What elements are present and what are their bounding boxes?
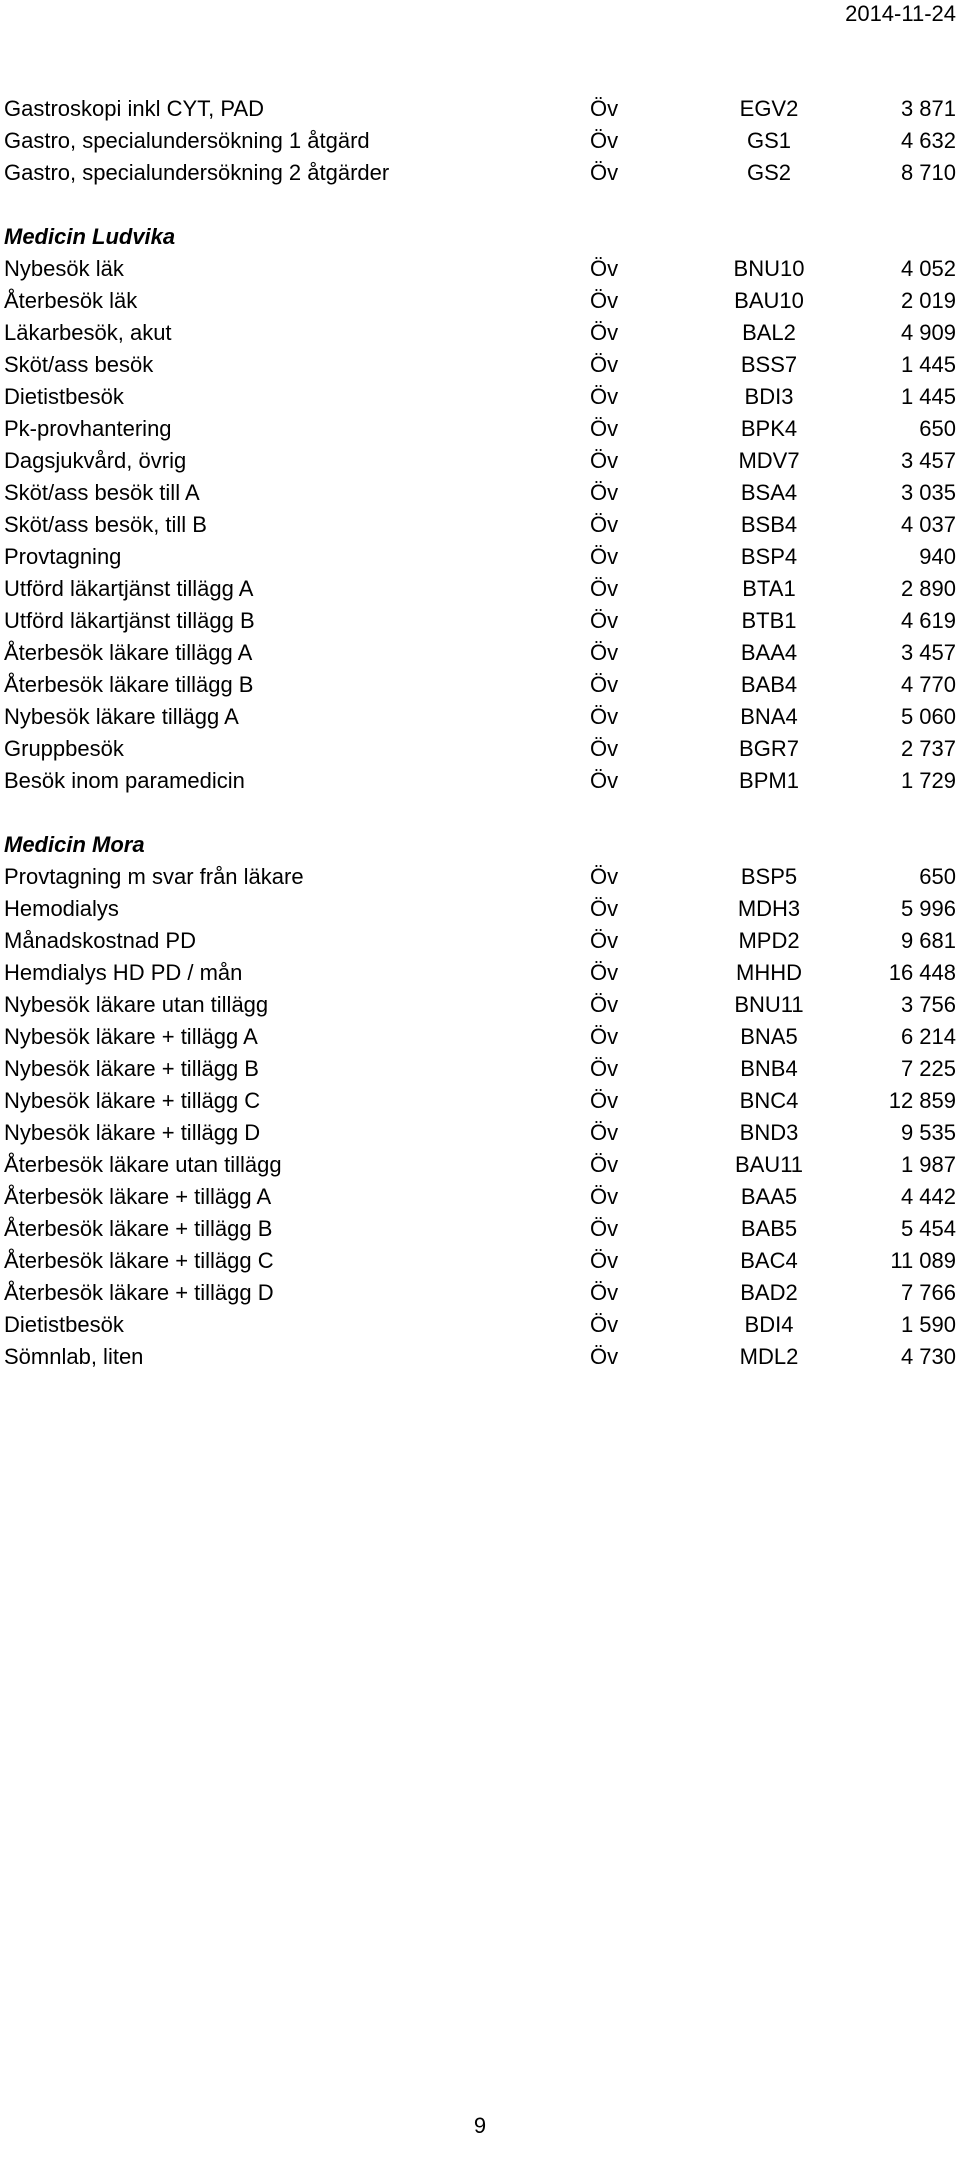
service-description: Månadskostnad PD	[4, 928, 196, 953]
section-title: Medicin Ludvika	[4, 224, 176, 249]
service-code: BSA4	[740, 480, 798, 505]
service-code: EGV2	[739, 96, 799, 121]
price-value: 4 909	[900, 320, 956, 345]
service-code: BAB5	[740, 1216, 798, 1241]
price-group	[4, 93, 956, 189]
service-description: Provtagning m svar från läkare	[4, 864, 304, 889]
price-row	[4, 1245, 956, 1277]
price-value: 5 060	[900, 704, 956, 729]
service-code: BSS7	[740, 352, 798, 377]
service-code: MPD2	[738, 928, 800, 953]
price-row	[4, 445, 956, 477]
care-type: Öv	[590, 288, 619, 313]
price-value: 4 052	[900, 256, 956, 281]
care-type: Öv	[590, 160, 619, 185]
price-row	[4, 125, 956, 157]
price-group	[4, 189, 956, 797]
service-description: Gastroskopi inkl CYT, PAD	[4, 96, 265, 121]
service-code: BAA5	[740, 1184, 798, 1209]
price-row	[4, 477, 956, 509]
service-description: Hemdialys HD PD / mån	[4, 960, 243, 985]
price-row	[4, 1213, 956, 1245]
service-code: BNA5	[740, 1024, 798, 1049]
price-value: 2 737	[900, 736, 956, 761]
price-value: 5 454	[900, 1216, 956, 1241]
service-description: Nybesök läkare utan tillägg	[4, 992, 269, 1017]
care-type: Öv	[590, 1120, 619, 1145]
service-description: Utförd läkartjänst tillägg B	[4, 608, 255, 633]
service-description: Provtagning	[4, 544, 122, 569]
service-code: MDV7	[738, 448, 800, 473]
price-row	[4, 1309, 956, 1341]
price-list	[4, 93, 956, 1373]
page-number: 9	[473, 2113, 487, 2138]
care-type: Öv	[590, 352, 619, 377]
care-type: Öv	[590, 1344, 619, 1369]
care-type: Öv	[590, 96, 619, 121]
service-code: BAD2	[740, 1280, 798, 1305]
section-title: Medicin Mora	[4, 832, 145, 857]
price-row	[4, 861, 956, 893]
price-value: 1 590	[900, 1312, 956, 1337]
service-code: MDH3	[737, 896, 801, 921]
service-description: Utförd läkartjänst tillägg A	[4, 576, 254, 601]
care-type: Öv	[590, 320, 619, 345]
service-description: Pk-provhantering	[4, 416, 172, 441]
service-code: BDI3	[744, 384, 794, 409]
service-description: Sköt/ass besök	[4, 352, 154, 377]
price-row	[4, 989, 956, 1021]
service-code: BNB4	[740, 1056, 798, 1081]
service-description: Dietistbesök	[4, 1312, 124, 1337]
price-value: 4 632	[900, 128, 956, 153]
care-type: Öv	[590, 1216, 619, 1241]
price-value: 3 871	[900, 96, 956, 121]
price-row	[4, 1149, 956, 1181]
price-row	[4, 285, 956, 317]
service-description: Dagsjukvård, övrig	[4, 448, 187, 473]
care-type: Öv	[590, 512, 619, 537]
service-code: BNA4	[740, 704, 798, 729]
service-code: BSP4	[740, 544, 798, 569]
price-value: 3 756	[900, 992, 956, 1017]
care-type: Öv	[590, 544, 619, 569]
service-code: BAL2	[742, 320, 796, 345]
service-description: Gruppbesök	[4, 736, 124, 761]
section-heading-row	[4, 221, 956, 253]
price-value: 2 019	[900, 288, 956, 313]
service-description: Återbesök läk	[4, 288, 138, 313]
price-row	[4, 765, 956, 797]
service-code: GS2	[746, 160, 792, 185]
price-value: 6 214	[900, 1024, 956, 1049]
price-value: 4 619	[900, 608, 956, 633]
price-value: 12 859	[888, 1088, 956, 1113]
price-value: 4 442	[900, 1184, 956, 1209]
service-code: BSB4	[740, 512, 798, 537]
service-description: Sköt/ass besök, till B	[4, 512, 207, 537]
price-row	[4, 317, 956, 349]
care-type: Öv	[590, 640, 619, 665]
price-value: 16 448	[888, 960, 956, 985]
service-code: BPK4	[740, 416, 798, 441]
price-row	[4, 1085, 956, 1117]
price-value: 3 457	[900, 640, 956, 665]
price-row	[4, 381, 956, 413]
service-description: Nybesök läkare + tillägg C	[4, 1088, 261, 1113]
price-row	[4, 93, 956, 125]
care-type: Öv	[590, 704, 619, 729]
price-row	[4, 1053, 956, 1085]
price-row	[4, 1341, 956, 1373]
price-row	[4, 1181, 956, 1213]
care-type: Öv	[590, 864, 619, 889]
price-value: 9 681	[900, 928, 956, 953]
service-description: Sköt/ass besök till A	[4, 480, 200, 505]
price-value: 1 729	[900, 768, 956, 793]
price-row	[4, 1021, 956, 1053]
service-code: BAB4	[740, 672, 798, 697]
care-type: Öv	[590, 1184, 619, 1209]
service-code: BSP5	[740, 864, 798, 889]
care-type: Öv	[590, 384, 619, 409]
service-description: Nybesök läkare + tillägg D	[4, 1120, 261, 1145]
price-row	[4, 893, 956, 925]
price-value: 1 445	[900, 352, 956, 377]
price-value: 11 089	[890, 1248, 956, 1273]
price-value: 650	[919, 864, 956, 889]
service-description: Läkarbesök, akut	[4, 320, 172, 345]
service-code: BTB1	[741, 608, 797, 633]
service-description: Återbesök läkare tillägg A	[4, 640, 253, 665]
price-row	[4, 957, 956, 989]
header-date: 2014-11-24	[845, 1, 956, 26]
service-code: BND3	[739, 1120, 799, 1145]
service-description: Återbesök läkare utan tillägg	[4, 1152, 282, 1177]
service-description: Nybesök läkare tillägg A	[4, 704, 239, 729]
price-value: 5 996	[900, 896, 956, 921]
price-row	[4, 733, 956, 765]
care-type: Öv	[590, 736, 619, 761]
care-type: Öv	[590, 128, 619, 153]
service-description: Återbesök läkare + tillägg C	[4, 1248, 274, 1273]
service-description: Återbesök läkare + tillägg D	[4, 1280, 274, 1305]
price-value: 650	[919, 416, 956, 441]
price-row	[4, 669, 956, 701]
service-code: BNU10	[733, 256, 805, 281]
service-code: BAU10	[734, 288, 804, 313]
care-type: Öv	[590, 448, 619, 473]
care-type: Öv	[590, 576, 619, 601]
price-value: 2 890	[900, 576, 956, 601]
price-row	[4, 637, 956, 669]
price-value: 940	[919, 544, 956, 569]
service-description: Återbesök läkare + tillägg B	[4, 1216, 273, 1241]
price-value: 4 037	[900, 512, 956, 537]
service-code: BAC4	[740, 1248, 798, 1273]
price-value: 1 987	[900, 1152, 956, 1177]
care-type: Öv	[590, 1056, 619, 1081]
care-type: Öv	[590, 1152, 619, 1177]
price-value: 7 766	[900, 1280, 956, 1305]
service-description: Besök inom paramedicin	[4, 768, 245, 793]
care-type: Öv	[590, 1088, 619, 1113]
service-description: Gastro, specialundersökning 2 åtgärder	[4, 160, 390, 185]
price-value: 1 445	[900, 384, 956, 409]
care-type: Öv	[590, 256, 619, 281]
service-description: Nybesök läk	[4, 256, 124, 281]
care-type: Öv	[590, 1280, 619, 1305]
service-description: Hemodialys	[4, 896, 119, 921]
price-group	[4, 797, 956, 1373]
service-code: MHHD	[736, 960, 802, 985]
service-description: Nybesök läkare + tillägg B	[4, 1056, 259, 1081]
care-type: Öv	[590, 1312, 619, 1337]
price-value: 7 225	[900, 1056, 956, 1081]
service-code: BNC4	[739, 1088, 799, 1113]
care-type: Öv	[590, 928, 619, 953]
service-code: BAA4	[740, 640, 798, 665]
service-code: BGR7	[739, 736, 799, 761]
section-heading-row	[4, 829, 956, 861]
price-value: 8 710	[900, 160, 956, 185]
care-type: Öv	[590, 768, 619, 793]
price-row	[4, 413, 956, 445]
price-value: 3 457	[900, 448, 956, 473]
service-description: Sömnlab, liten	[4, 1344, 144, 1369]
service-description: Återbesök läkare + tillägg A	[4, 1184, 272, 1209]
price-value: 4 770	[900, 672, 956, 697]
service-description: Gastro, specialundersökning 1 åtgärd	[4, 128, 370, 153]
care-type: Öv	[590, 672, 619, 697]
price-row	[4, 573, 956, 605]
price-row	[4, 925, 956, 957]
price-value: 9 535	[900, 1120, 956, 1145]
price-row	[4, 541, 956, 573]
care-type: Öv	[590, 480, 619, 505]
service-code: BAU11	[734, 1152, 804, 1177]
price-row	[4, 509, 956, 541]
service-code: MDL2	[739, 1344, 799, 1369]
price-row	[4, 1277, 956, 1309]
care-type: Öv	[590, 992, 619, 1017]
care-type: Öv	[590, 960, 619, 985]
service-code: BPM1	[739, 768, 799, 793]
price-row	[4, 253, 956, 285]
section-spacer	[4, 797, 956, 829]
price-row	[4, 349, 956, 381]
service-code: GS1	[746, 128, 792, 153]
care-type: Öv	[590, 416, 619, 441]
price-row	[4, 157, 956, 189]
service-description: Nybesök läkare + tillägg A	[4, 1024, 258, 1049]
care-type: Öv	[590, 608, 619, 633]
service-description: Dietistbesök	[4, 384, 124, 409]
service-code: BDI4	[744, 1312, 794, 1337]
price-row	[4, 1117, 956, 1149]
price-row	[4, 605, 956, 637]
service-code: BTA1	[742, 576, 796, 601]
service-description: Återbesök läkare tillägg B	[4, 672, 254, 697]
price-value: 4 730	[900, 1344, 956, 1369]
care-type: Öv	[590, 1248, 619, 1273]
section-spacer	[4, 189, 956, 221]
price-value: 3 035	[900, 480, 956, 505]
care-type: Öv	[590, 1024, 619, 1049]
price-row	[4, 701, 956, 733]
care-type: Öv	[590, 896, 619, 921]
service-code: BNU11	[734, 992, 804, 1017]
